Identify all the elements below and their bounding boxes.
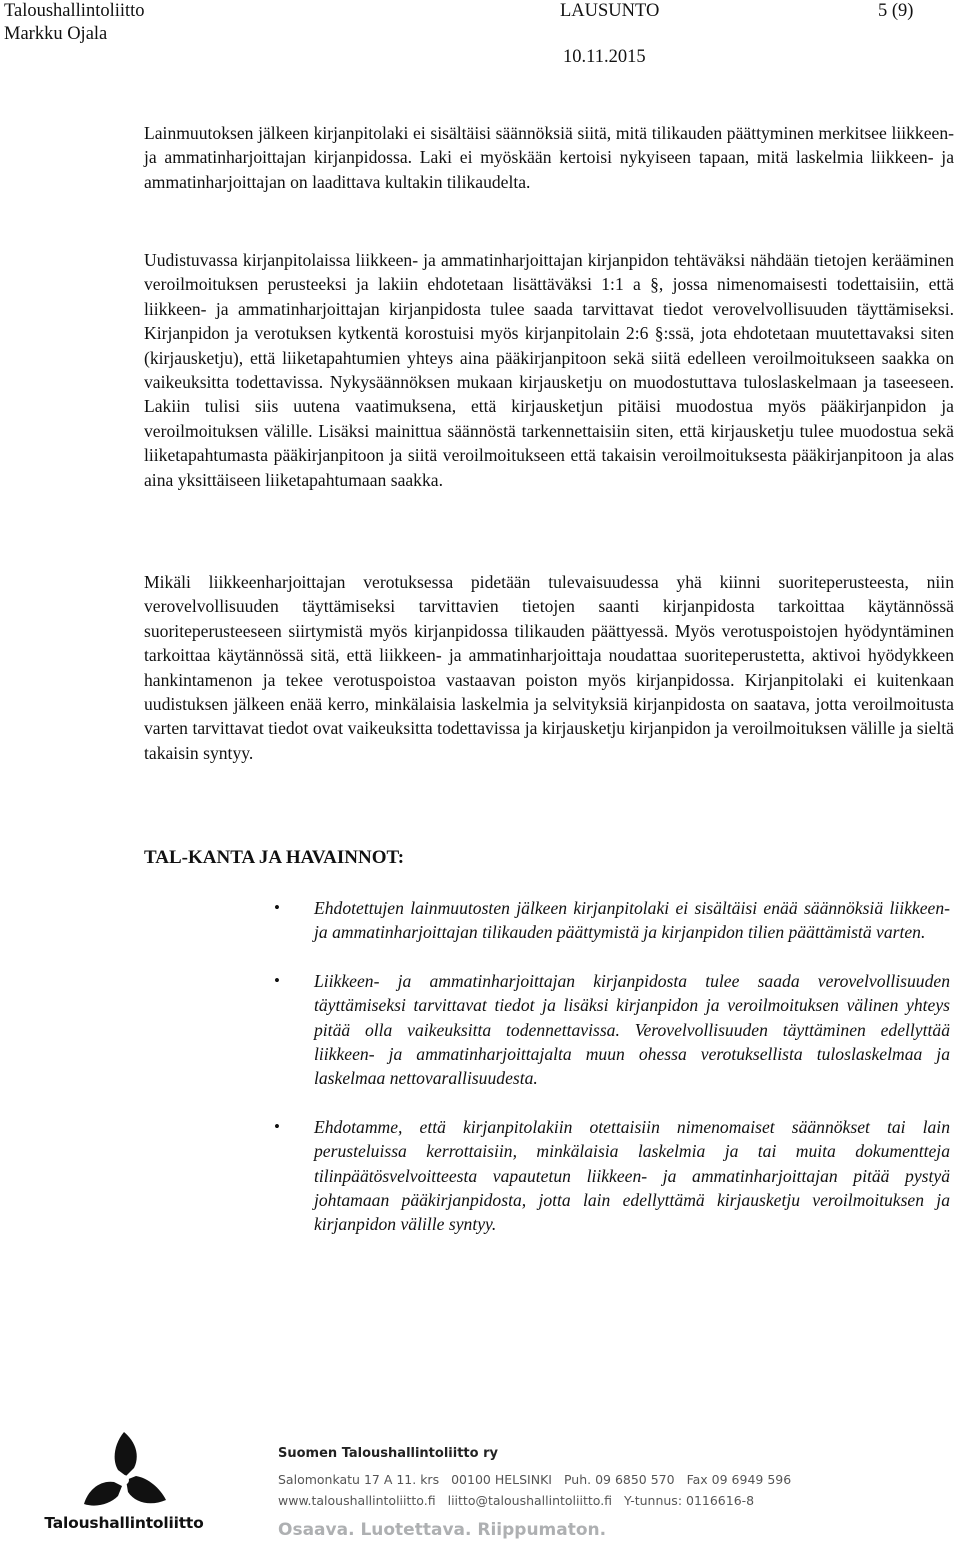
paragraph-text: Mikäli liikkeenharjoittajan verotuksessa pidetään tulevaisuudessa yhä kiinni suoriteperusteesta, niin verovelvollisuuden täyttämiseksi tarvittavien tietojen saanti kirjanpidosta tarkoittaa käytännössä suoriteperusteeseen siirtymistä myös kirjanpidossa tilikauden päättyessä. Myös verotuspoistojen hyödyntäminen tarkoittaa käytännössä sitä, että liikkeen- ja ammatinharjoittaja noudattaa suoriteperustetta, aktivoi hyödykkeen hankintamenon ja tekee verotuspoistoa vastaavan poiston myös kirjanpidossa. Kirjanpitolaki ei kuitenkaan uudistuksen jälkeen enää kerro, minkälaisia laskelmia ja selvityksiä kirjanpidosta on saatava, jotta veroilmoitusta varten tarvittavat tiedot ovat vaikeuksitta todettavissa ja kirjausketju kirjanpidon ja veroilmoituksen välille ja sieltä takaisin syntyy. [144, 572, 954, 763]
triskelion-logo-icon [78, 1430, 170, 1514]
footer-email-link[interactable]: liitto@taloushallintoliitto.fi [447, 1493, 613, 1508]
bullet-icon: • [274, 1116, 280, 1136]
footer-business-id: Y-tunnus: 0116616-8 [624, 1493, 755, 1508]
header-page-number: 5 (9) [878, 1, 914, 21]
list-item [274, 896, 950, 945]
list-item-text: Ehdotettujen lainmuutosten jälkeen kirjanpitolaki ei sisältäisi enää säännöksiä liikkeen- ja ammatinharjoittajan tilikauden päättymistä ja kirjanpidon tilien päättämistä varten. [314, 898, 950, 943]
bullet-icon: • [274, 970, 280, 990]
bullet-icon: • [274, 898, 280, 917]
footer-street: Salomonkatu 17 A 11. krs [278, 1472, 440, 1487]
section-heading: TAL-KANTA JA HAVAINNOT: [144, 847, 405, 868]
footer-postal: 00100 HELSINKI [451, 1472, 552, 1487]
body-paragraph-2 [144, 248, 954, 492]
list-item-text: Ehdotamme, että kirjanpitolakiin otettaisiin nimenomaiset säännökset tai lain perusteluissa kerrottaisiin, minkälaisia laskelmia ja tai muita dokumentteja tilinpäätösvelvoitteesta vapautetun liikkeen- ja ammatinharjoittajan pitää pystyä johtamaan pääkirjanpidosta, jotta lain edellyttämä kirjausketju veroilmoituksen ja kirjanpidon välille syntyy. [314, 1116, 950, 1235]
footer-address-line [278, 1472, 791, 1487]
paragraph-text: Lainmuutoksen jälkeen kirjanpitolaki ei sisältäisi säännöksiä siitä, mitä tilikauden päättyminen merkitsee liikkeen- ja ammatinharjoittajan kirjanpidossa. Laki ei myöskään kertoisi nykyiseen tapaan, mitä laskelmia liikkeen- ja ammatinharjoittajan on laadittava kultakin tilikaudelta. [144, 123, 954, 192]
findings-list [274, 896, 950, 1261]
header-document-type: LAUSUNTO [560, 1, 660, 21]
footer-organization-name: Suomen Taloushallintoliitto ry [278, 1446, 498, 1461]
header-left [4, 0, 145, 46]
header-date: 10.11.2015 [563, 47, 646, 67]
body-paragraph-1 [144, 121, 954, 194]
header-center [560, 0, 659, 69]
footer-website-link[interactable]: www.taloushallintoliitto.fi [278, 1493, 436, 1508]
list-item [274, 1115, 950, 1237]
footer-phone: Puh. 09 6850 570 [563, 1472, 675, 1487]
logo-wordmark: Taloushallintoliitto [44, 1514, 204, 1532]
footer-fax: Fax 09 6949 596 [686, 1472, 792, 1487]
footer-slogan: Osaava. Luotettava. Riippumaton. [278, 1520, 607, 1540]
list-item [274, 969, 950, 1091]
footer-logo [38, 1430, 210, 1536]
body-paragraph-3 [144, 570, 954, 765]
header-author: Markku Ojala [4, 24, 108, 44]
list-item-text: Liikkeen- ja ammatinharjoittajan kirjanpidosta tulee saada verovelvollisuuden täyttämiseksi tarvittavat tiedot ja lisäksi kirjanpidon ja veroilmoituksen välinen yhteys pitää olla vaikeuksitta todennettavissa. Verovelvollisuuden täyttäminen edellyttää liikkeen- ja ammatinharjoittajalta muun ohessa verotuksellista tuloslaskelmaa ja laskelmaa nettovarallisuudesta. [314, 970, 950, 1089]
paragraph-text: Uudistuvassa kirjanpitolaissa liikkeen- ja ammatinharjoittajan kirjanpidon tehtäväksi nähdään tietojen kerääminen veroilmoituksen perusteeksi ja lakiin ehdotetaan lisättäväksi 1:1 a §, jossa nimenomaisesti todettaisiin, että liikkeen- ja ammatinharjoittajan kirjanpidosta tulee saada tarvittavat tiedot verovelvollisuuden täyttämiseksi. Kirjanpidon ja verotuksen kytkentä korostuisi myös kirjanpitolain 2:6 §:ssä, jota ehdotetaan muutettavaksi siten (kirjausketju), että liiketapahtumien yhteys aina pääkirjanpitoon sekä siitä edelleen veroilmoitukseen saakka on vaikeuksitta todettavissa. Nykysäännöksen mukaan kirjausketju on muodostuttava tuloslaskelmaan ja taseeseen. Lakiin tulisi siis uutena vaatimuksena, että kirjausketjun pitäisi muodostua myös pääkirjanpidon ja veroilmoituksen välille. Lisäksi mainittua säännöstä tarkennettaisiin siten, että kirjausketju tulee muodostua sekä liiketapahtumasta pääkirjanpitoon ja siitä veroilmoitukseen että takaisin veroilmoituksesta pääkirjanpitoon ja alas aina yksittäiseen liiketapahtumaan saakka. [144, 250, 954, 490]
footer-contact-line [278, 1493, 754, 1508]
header-organization: Taloushallintoliitto [4, 1, 145, 21]
